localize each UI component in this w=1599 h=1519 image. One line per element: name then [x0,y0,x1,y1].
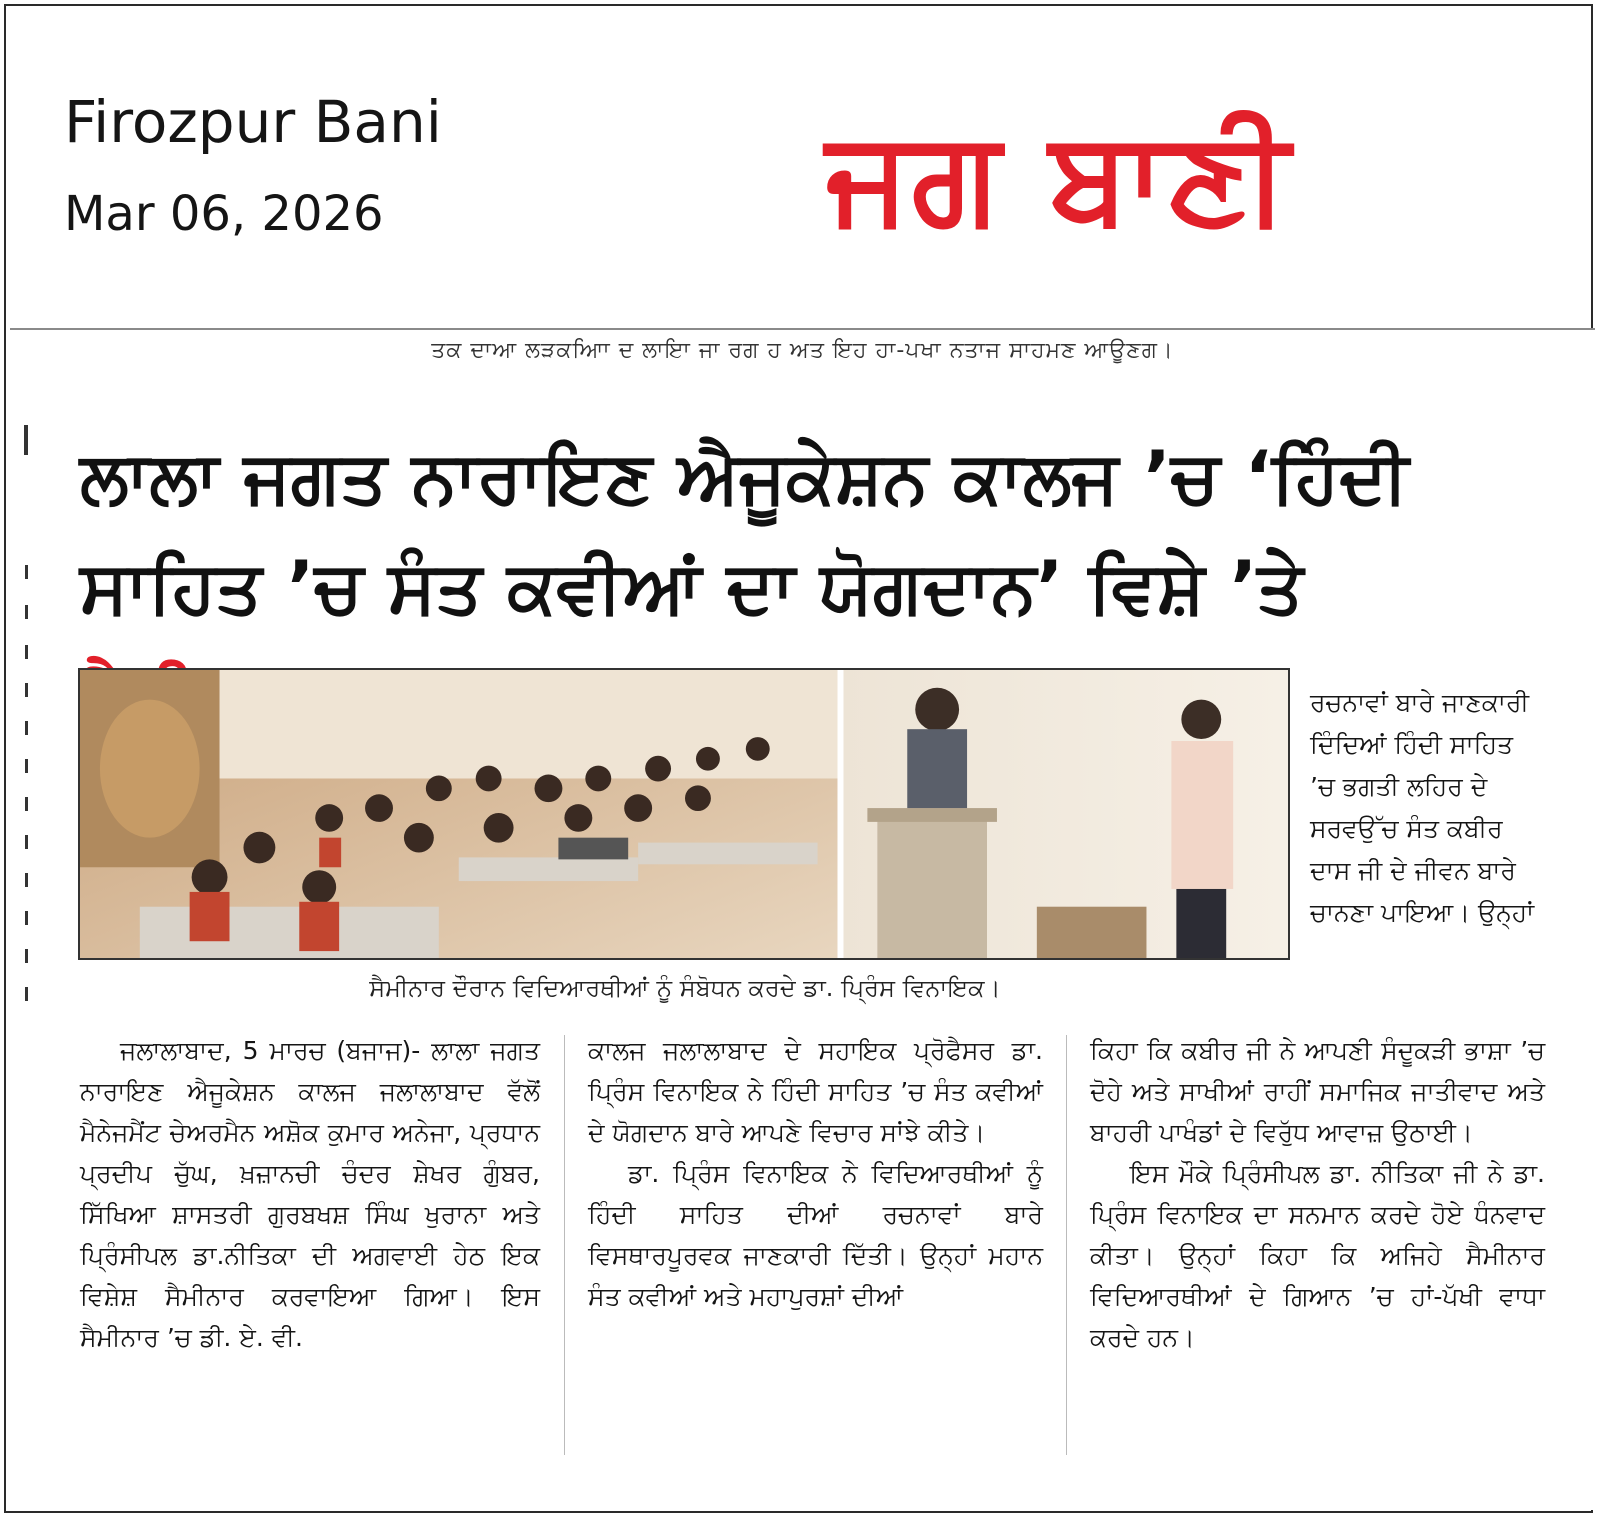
photo-caption: ਸੈਮੀਨਾਰ ਦੌਰਾਨ ਵਿਦਿਆਰਥੀਆਂ ਨੂੰ ਸੰਬੋਧਨ ਕਰਦੇ ਡਾ. ਪ੍ਰਿੰਸ ਵਿਨਾਇਕ। [369,974,1001,1002]
article-column-1 [80,1030,540,1358]
article-sidebar-column: ਰਚਨਾਵਾਂ ਬਾਰੇ ਜਾਣਕਾਰੀ ਦਿੰਦਿਆਂ ਹਿੰਦੀ ਸਾਹਿਤ ’ਚ ਭਗਤੀ ਲਹਿਰ ਦੇ ਸਰਵਉੱਚ ਸੰਤ ਕਬੀਰ ਦਾਸ ਜੀ ਦੇ ਜੀਵਨ ਬਾਰੇ ਚਾਨਣਾ ਪਾਇਆ। ਉਨ੍ਹਾਂ [1310,688,1535,927]
clipping-card [4,4,1593,1513]
article-paragraph: ਇਸ ਮੌਕੇ ਪ੍ਰਿੰਸੀਪਲ ਡਾ. ਨੀਤਿਕਾ ਜੀ ਨੇ ਡਾ. ਪ੍ਰਿੰਸ ਵਿਨਾਇਕ ਦਾ ਸਨਮਾਨ ਕਰਦੇ ਹੋਏ ਧੰਨਵਾਦ ਕੀਤਾ। ਉਨ੍ਹਾਂ ਕਿਹਾ ਕਿ ਅਜਿਹੇ ਸੈਮੀਨਾਰ ਵਿਦਿਆਰਥੀਆਂ ਦੇ ਗਿਆਨ ’ਚ ਹਾਂ-ਪੱਖੀ ਵਾਧਾ ਕਰਦੇ ਹਨ। [1090,1159,1545,1352]
newspaper-clipping [10,328,1595,1510]
outlet-name: Firozpur Bani [64,88,442,156]
column-divider [1066,1035,1067,1455]
publication-date: Mar 06, 2026 [64,186,384,242]
article-paragraph: ਕਾਲਜ ਜਲਾਲਾਬਾਦ ਦੇ ਸਹਾਇਕ ਪ੍ਰੋਫੈਸਰ ਡਾ. ਪ੍ਰਿੰਸ ਵਿਨਾਇਕ ਨੇ ਹਿੰਦੀ ਸਾਹਿਤ ’ਚ ਸੰਤ ਕਵੀਆਂ ਦੇ ਯੋਗਦਾਨ ਬਾਰੇ ਆਪਣੇ ਵਿਚਾਰ ਸਾਂਝੇ ਕੀਤੇ। [588,1036,1043,1147]
column-divider [564,1035,565,1455]
newspaper-masthead: ਜਗ ਬਾਣੀ [826,103,1292,252]
article-paragraph: ਡਾ. ਪ੍ਰਿੰਸ ਵਿਨਾਇਕ ਨੇ ਵਿਦਿਆਰਥੀਆਂ ਨੂੰ ਹਿੰਦੀ ਸਾਹਿਤ ਦੀਆਂ ਰਚਨਾਵਾਂ ਬਾਰੇ ਵਿਸਥਾਰਪੂਰਵਕ ਜਾਣਕਾਰੀ ਦਿੱਤੀ। ਉਨ੍ਹਾਂ ਮਹਾਨ ਸੰਤ ਕਵੀਆਂ ਅਤੇ ਮਹਾਪੁਰਸ਼ਾਂ ਦੀਆਂ [588,1159,1043,1311]
article-paragraph: ਕਿਹਾ ਕਿ ਕਬੀਰ ਜੀ ਨੇ ਆਪਣੀ ਸੰਦੂਕੜੀ ਭਾਸ਼ਾ ’ਚ ਦੋਹੇ ਅਤੇ ਸਾਖੀਆਂ ਰਾਹੀਂ ਸਮਾਜਿਕ ਜਾਤੀਵਾਦ ਅਤੇ ਬਾਹਰੀ ਪਾਖੰਡਾਂ ਦੇ ਵਿਰੁੱਧ ਆਵਾਜ਼ ਉਠਾਈ। [1090,1036,1545,1147]
seminar-photo [78,668,1290,960]
article-column-3 [1090,1030,1545,1358]
article-paragraph: ਜਲਾਲਾਬਾਦ, 5 ਮਾਰਚ (ਬਜਾਜ)- ਲਾਲਾ ਜਗਤ ਨਾਰਾਇਣ ਐਜੂਕੇਸ਼ਨ ਕਾਲਜ ਜਲਾਲਾਬਾਦ ਵੱਲੋਂ ਮੈਨੇਜਮੈਂਟ ਚੇਅਰਮੈਨ ਅਸ਼ੋਕ ਕੁਮਾਰ ਅਨੇਜਾ, ਪ੍ਰਧਾਨ ਪ੍ਰਦੀਪ ਚੁੱਘ, ਖ਼ਜ਼ਾਨਚੀ ਚੰਦਰ ਸ਼ੇਖਰ ਗੁੰਬਰ, ਸਿੱਖਿਆ ਸ਼ਾਸਤਰੀ ਗੁਰਬਖਸ਼ ਸਿੰਘ ਖੁਰਾਨਾ ਅਤੇ ਪ੍ਰਿੰਸੀਪਲ ਡਾ.ਨੀਤਿਕਾ ਦੀ ਅਗਵਾਈ ਹੇਠ ਇਕ ਵਿਸ਼ੇਸ਼ ਸੈਮੀਨਾਰ ਕਰਵਾਇਆ ਗਿਆ। ਇਸ ਸੈਮੀਨਾਰ ’ਚ ਡੀ. ਏ. ਵੀ. [80,1036,540,1352]
headline-text: ਲਾਲਾ ਜਗਤ ਨਾਰਾਇਣ ਐਜੂਕੇਸ਼ਨ ਕਾਲਜ ’ਚ ‘ਹਿੰਦੀ ਸਾਹਿਤ ’ਚ ਸੰਤ ਕਵੀਆਂ ਦਾ ਯੋਗਦਾਨ’ ਵਿਸ਼ੇ ’ਤੇ [80,435,1409,629]
article-column-2 [588,1030,1043,1317]
cropped-text-marks [22,425,32,1025]
cropped-column-edge [18,425,36,1025]
previous-article-tail: ਤਕ ਦਾਆ ਲੜਕਆਿਾ ਦ ਲਾਇਾ ਜਾ ਰਗ ਹ ਅਤ ਇਹ ਹਾ-ਪਖਾ ਨਤਾਜ ਸਾਹਮਣ ਆਊਣਗ। [431,338,1174,363]
